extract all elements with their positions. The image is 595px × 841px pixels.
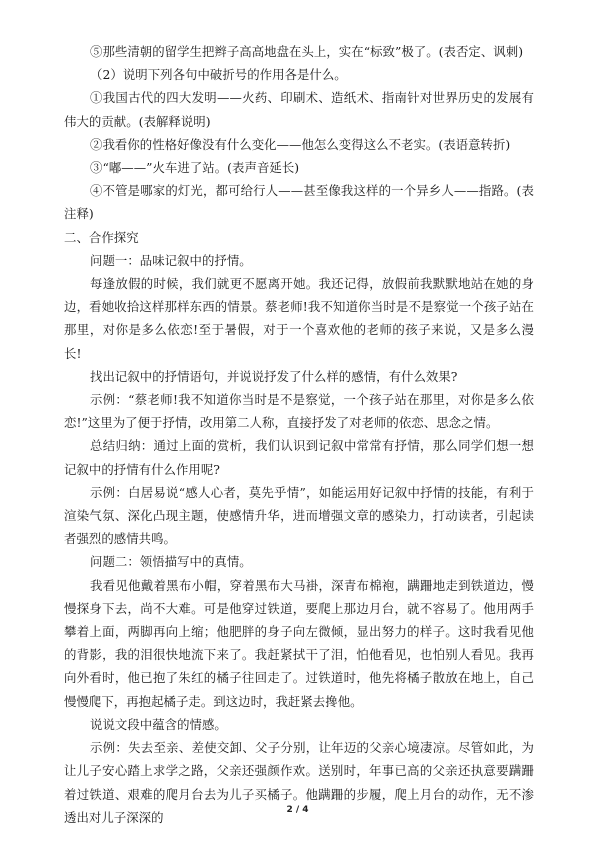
- task-find-lyric: 找出记叙中的抒情语句，并说说抒发了什么样的感情，有什么效果?: [90, 368, 458, 384]
- example-answer-1: 示例：“蔡老师!我不知道你当时是不是察觉，一个孩子站在那里，对你是多么依恋!”这里为了便于抒情，改用第二人称，直接抒发了对老师的依恋、思念之情。: [64, 392, 534, 431]
- task-emotion: 说说文段中蕴含的情感。: [90, 716, 227, 732]
- passage-father: 我看见他戴着黑布小帽，穿着黑布大马褂，深青布棉袍，蹒跚地走到铁道边，慢慢探身下去，尚不大难。可是他穿过铁道，要爬上那边月台，就不容易了。他用两手攀着上面，两脚再向上缩；他肥胖的身子向左微倾，显出努力的样子。这时我看见他的背影，我的泪很快地流下来了。我赶紧拭干了泪，怕他看见，也怕别人看见。我再向外看时，他已抱了朱红的橘子往回走了。过铁道时，他先将橘子散放在地上，自己慢慢爬下，再抱起橘子走。到这边时，我赶紧去搀他。: [64, 577, 534, 709]
- page-number: 2 / 4: [286, 805, 309, 815]
- example-answer-3: 示例：失去至亲、差使交卸、父子分别，让年迈的父亲心境凄凉。尽管如此，为让儿子安心踏上求学之路，父亲还强颜作欢。送别时，年事已高的父亲还执意要蹒跚着过铁道、艰难的爬月台去为儿子买橘子。他蹒跚的步履，爬上月台的动作，无不渗透出对儿子深深的: [64, 740, 534, 825]
- document-body: [64, 40, 534, 829]
- paragraph-item2: ②我看你的性格好像没有什么变化——他怎么变得这么不老实。(表语意转折): [90, 136, 511, 152]
- paragraph-question-2: （2）说明下列各句中破折号的作用各是什么。: [90, 67, 347, 83]
- passage-teacher: 每逢放假的时候，我们就更不愿离开她。我还记得，放假前我默默地站在她的身边，看她收拾这样那样东西的情景。蔡老师!我不知道你当时是不是察觉一个孩子站在那里，对你是多么依恋!至于暑假，对于一个喜欢他的老师的孩子来说，又是多么漫长!: [64, 276, 534, 361]
- example-answer-2: 示例：白居易说“感人心者，莫先乎情”，如能运用好记叙中抒情的技能，有利于渲染气氛、深化凸现主题，使感情升华，进而增强文章的感染力，打动读者，引起读者强烈的感情共鸣。: [64, 484, 534, 547]
- problem-one-title: 问题一：品味记叙中的抒情。: [90, 252, 252, 268]
- paragraph-item3: ③“嘟——”火车进了站。(表声音延长): [90, 160, 300, 176]
- section-heading: 二、合作探究: [64, 229, 139, 245]
- paragraph-item5-dash: ⑤那些清朝的留学生把辫子高高地盘在头上，实在“标致”极了。(表否定、讽刺): [90, 44, 524, 59]
- summary-paragraph: 总结归纳：通过上面的赏析，我们认识到记叙中常常有抒情，那么同学们想一想记叙中的抒情有什么作用呢?: [64, 438, 534, 477]
- problem-two-title: 问题二：领悟描写中的真情。: [90, 554, 252, 570]
- paragraph-item1: ①我国古代的四大发明——火药、印刷术、造纸术、指南针对世界历史的发展有伟大的贡献。(表解释说明): [64, 90, 534, 129]
- paragraph-item4: ④不管是哪家的灯光，都可给行人——甚至像我这样的一个异乡人——指路。(表注释): [64, 183, 534, 222]
